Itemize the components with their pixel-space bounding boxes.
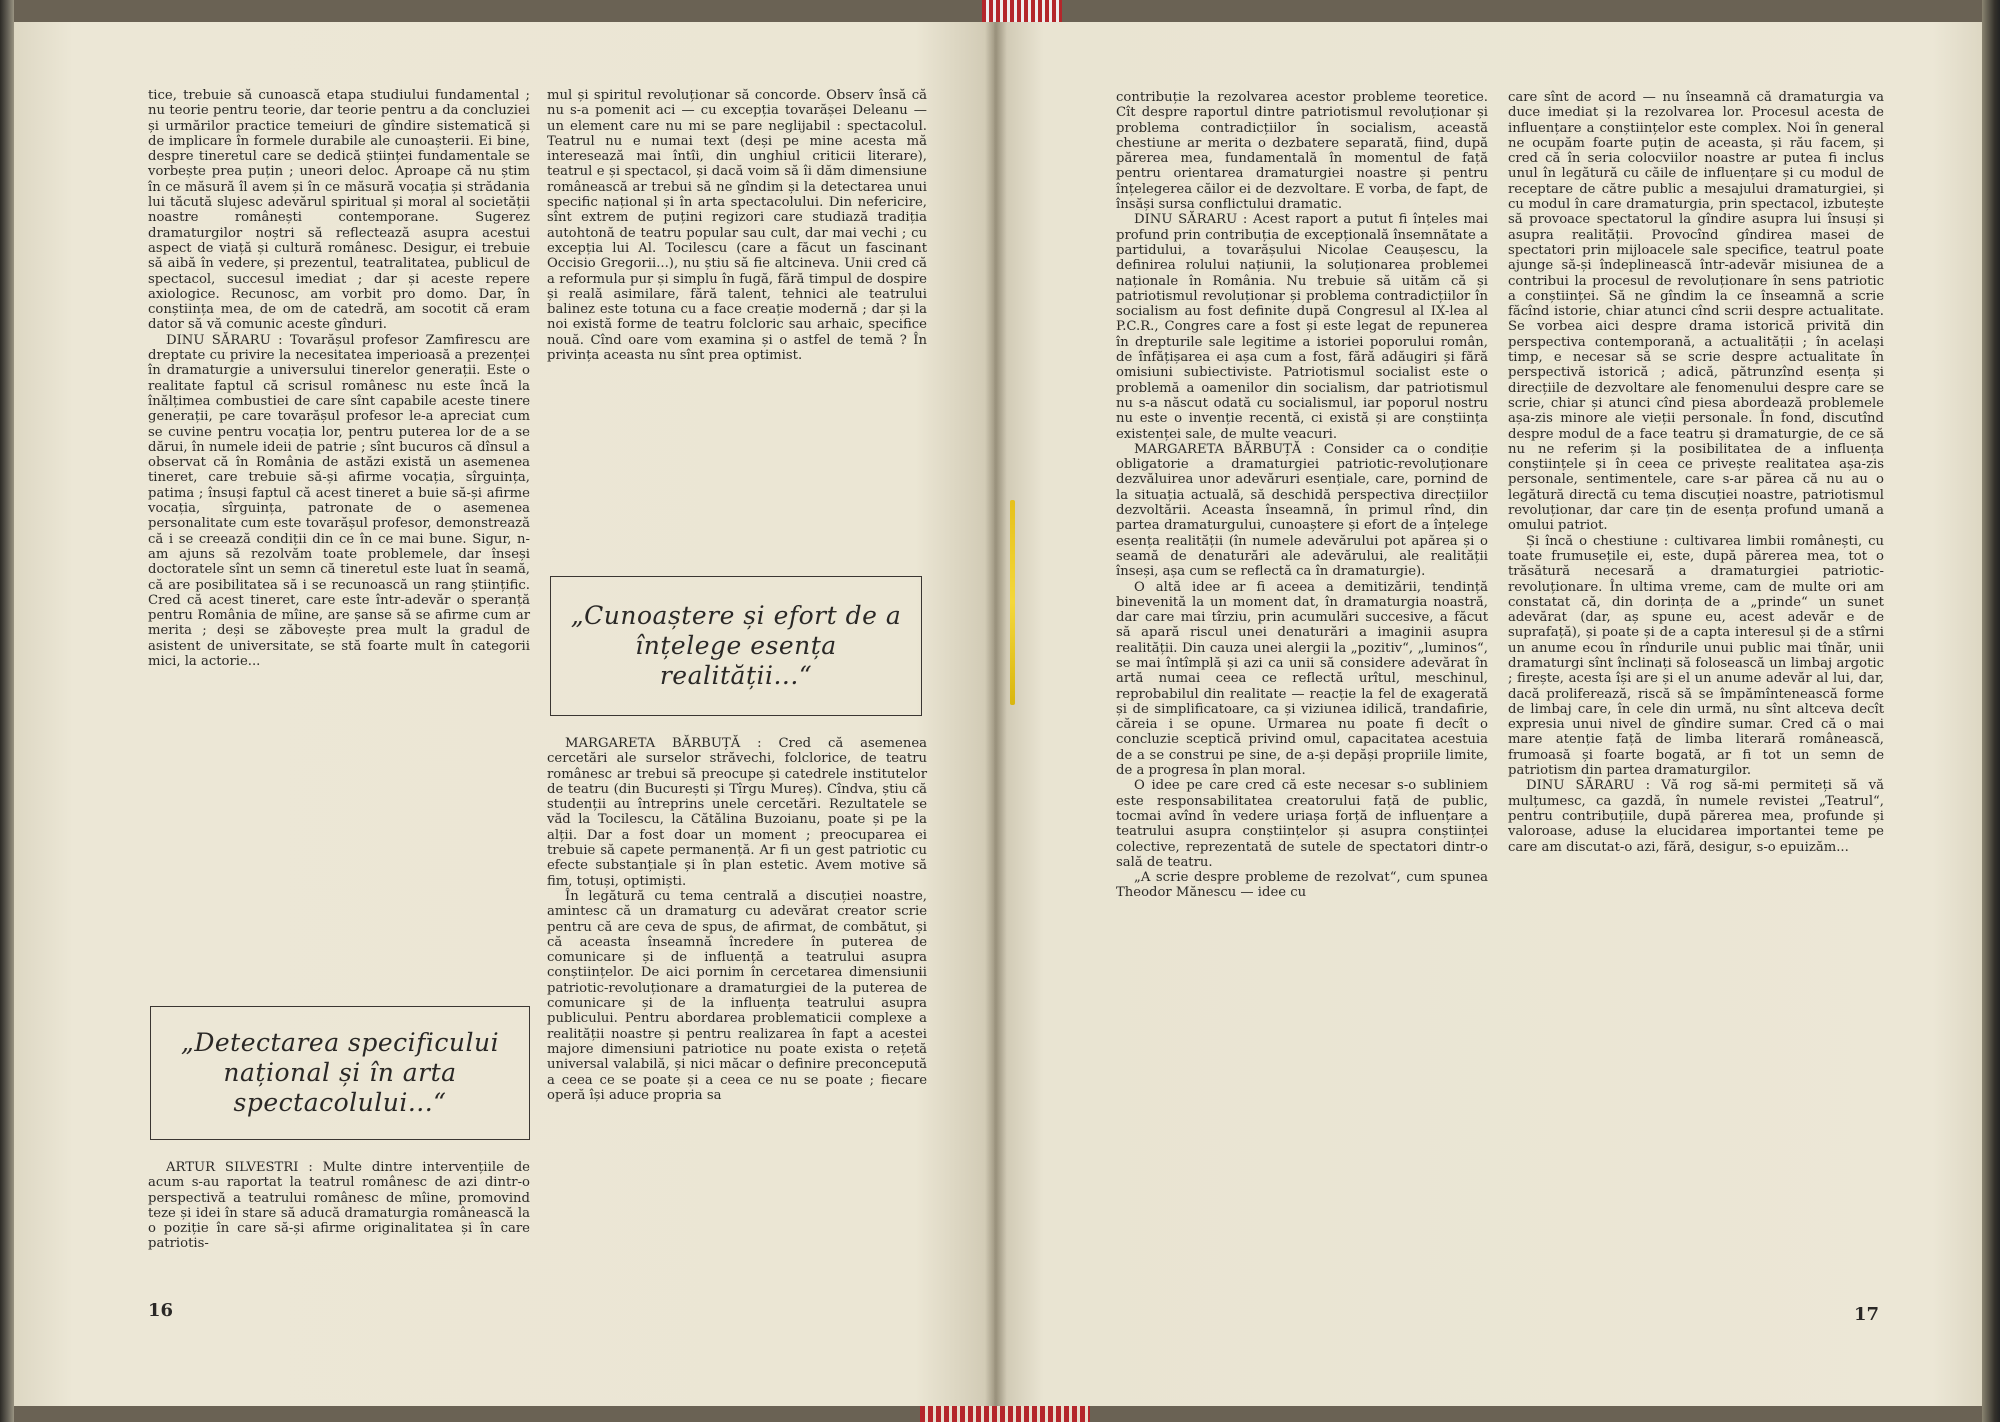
- pull-quote-text: „Cunoaștere și efort de a înțelege esența realității...“: [570, 601, 902, 690]
- page-number-right: 17: [1854, 1304, 1880, 1325]
- pull-quote-box: [150, 1006, 530, 1140]
- paragraph: DINU SĂRARU : Vă rog să-mi permiteți să vă mulțumesc, ca gazdă, în numele revistei „Teatrul“, pentru contribuțiile, după părerea mea, profunde și valoroase, aduse la elucidarea importantei teme pe care am discutat-o azi, fără, desigur, s-o epuizăm...: [1508, 778, 1884, 855]
- page-number-left: 16: [148, 1300, 174, 1321]
- book-binding-right: [1982, 0, 2000, 1422]
- left-column-2: [547, 88, 927, 363]
- paragraph: mul și spiritul revoluționar să concorde. Observ însă că nu s-a pomenit aci — cu excepția tovarășei Deleanu — un element care nu mi se pare neglijabil : spectacolul. Teatrul nu e numai text (deși pe mine acesta mă interesează mai întîi, din unghiul criticii literare), teatrul e și spectacol, și dacă voim să îi dăm dimensiune românească ar trebui să ne gîndim și la detectarea unui specific național și în arta spectacolului. Din nefericire, sînt extrem de puțini regizori care studiază tradiția autohtonă de teatru popular sau cult, dar mai vechi ; cu excepția lui Al. Tocilescu (care a făcut un fascinant Occisio Gregorii...), nu știu să fie altcineva. Unii cred că a reformula pur și simplu în fugă, fără timpul de dospire și reală asimilare, fără talent, tehnici ale teatrului balinez este totuna cu a face creație modernă ; dar și la noi există forme de teatru folcloric sau arhaic, specifice nouă. Cînd oare vom examina și o astfel de temă ? În privința aceasta nu sînt prea optimist.: [547, 88, 927, 364]
- headband-top: [982, 0, 1062, 22]
- paragraph: DINU SĂRARU : Tovarășul profesor Zamfirescu are dreptate cu privire la necesitatea imperioasă a prezenței în dramaturgie a universului tinerelor generații. Este o realitate faptul că scrisul românesc nu este încă la înălțimea combustiei de care sînt capabile aceste tinere generații, pe care tovarășul profesor le-a apreciat cum se cuvine pentru vocația lor, pentru puterea lor de a se dărui, în numele ideii de patrie ; sînt bucuros că dînsul a observat că în România de astăzi există un asemenea tineret, care trebuie să-și afirme vocația, sîrguința, patima ; însuși faptul că acest tineret a buie să-și afirme vocația, sîrguința, patronate de o asemenea personalitate cum este tovarășul profesor, demonstrează că i se creează condiții din ce în ce mai bune. Sigur, n-am ajuns să rezolvăm toate problemele, dar înseși doctoratele sînt un semn că tineretul este luat în seamă, că are posibilitatea să i se recunoască un rang științific. Cred că acest tineret, care este într-adevăr o speranță pentru România de mîine, are șanse să se afirme cum ar merita ; deși se zăbovește prea mult la gradul de asistent de universitate, se stă foarte mult în categorii mici, la actorie...: [148, 332, 530, 669]
- paragraph: care sînt de acord — nu înseamnă că dramaturgia va duce imediat și la rezolvarea lor. Procesul acesta de influențare a conștiințelor este complex. Noi în general ne ocupăm foarte puțin de aceasta, și rău facem, și cred că în seria colocviilor noastre ar putea fi inclus unul în legătură cu căile de influențare și cu modul de receptare de către public a mesajului dramaturgiei, și cu modul în care dramaturgia, prin spectacol, izbutește să provoace spectatorul la gîndire asupra lui însuși și asupra realității. Provocînd gîndirea masei de spectatori prin mijloacele sale specifice, teatrul poate ajunge să-și îndeplinească într-adevăr misiunea de a contribui la procesul de revoluționare în sens patriotic a conștiinței. Să ne gîndim la ce înseamnă a scrie făcînd istorie, chiar atunci cînd scrii despre actualitate. Se vorbea aici despre drama istorică privită din perspectiva contemporană, a actualității ; în același timp, e necesar să se scrie despre actualitate în perspectivă istorică ; adică, pătrunzînd esența și direcțiile de dezvoltare ale fenomenului despre care se scrie, chiar și atunci cînd piesa abordează problemele așa-zis minore ale vieții personale. În fond, discutînd despre modul de a face teatru și dramaturgie, de ce să nu ne referim și la posibilitatea de a influența conștiințele și în ceea ce privește realitatea așa-zis personale, sentimentele, care s-ar părea că nu au o legătură directă cu tema discuției noastre, patriotismul revoluționar, dar care țin de esența profund umană a omului patriot.: [1508, 90, 1884, 534]
- paragraph: tice, trebuie să cunoască etapa studiului fundamental ; nu teorie pentru teorie, dar teorie pentru a da concluziei și urmărilor practice temeiuri de gîndire sistematică și de implicare în formele durabile ale cunoașterii. Ei bine, despre tineretul care se dedică științei fundamentale se vorbește prea puțin ; uneori deloc. Aproape că nu știm în ce măsură îl avem și în ce măsură vocația și strădania lui tăcută slujesc adevărul spiritual și moral al societății noastre românești contemporane. Sugerez dramaturgilor noștri să reflectează asupra acestui aspect de viață și cultură românesc. Desigur, ei trebuie să aibă în vedere, și prezentul, teatralitatea, publicul de spectacol, succesul imediat ; dar și aceste repere axiologice. Recunosc, am vorbit pro domo. Dar, în conștiința mea, de om de catedră, am socotit că eram dator să vă comunic aceste gînduri.: [148, 88, 530, 333]
- page-gutter: [985, 22, 1007, 1406]
- book-binding-left: [0, 0, 14, 1422]
- paragraph: În legătură cu tema centrală a discuției noastre, amintesc că un dramaturg cu adevărat creator scrie pentru că are ceva de spus, de afirmat, de combătut, și că aceasta înseamnă încredere în puterea de comunicare și de influență a teatrului asupra conștiințelor. De aici pornim în cercetarea dimensiunii patriotic-revoluționare a dramaturgiei de la puterea de comunicare și de la influența teatrului asupra publicului. Pentru abordarea problematicii complexe a realității noastre și pentru realizarea în fapt a acestei majore dimensiuni patriotice nu poate exista o rețetă universal valabilă, și nici măcar o definire preconcepută a ceea ce se poate și a ceea ce nu se poate ; fiecare operă își aduce propria sa: [547, 888, 927, 1103]
- left-column-1: [148, 88, 530, 669]
- paragraph: ARTUR SILVESTRI : Multe dintre intervențiile de acum s-au raportat la teatrul românesc de azi dintr-o perspectivă a teatrului românesc de mîine, promovind teze și idei în stare să aducă dramaturgia românească la o poziție în care să-și afirme originalitatea și în care patriotis-: [148, 1160, 530, 1252]
- paragraph: MARGARETA BĂRBUȚĂ : Consider ca o condiție obligatorie a dramaturgiei patriotic-revoluționare dezvăluirea unor adevăruri esențiale, care, pornind de la situația actuală, să deschidă perspectiva direcțiilor dezvoltării. Aceasta înseamnă, în primul rînd, din partea dramaturgului, cunoaștere și efort de a înțelege esența realității (în numele adevărului pot apărea și o seamă de denaturări ale adevărului, ale realității înseși, așa cum se reflectă ca în dramaturgie).: [1116, 441, 1488, 580]
- paragraph: MARGARETA BĂRBUȚĂ : Cred că asemenea cercetări ale surselor străvechi, folclorice, de teatru românesc ar trebui să preocupe și catedrele institutelor de teatru (din București și Tîrgu Mureș). Cîndva, știu că studenții au întreprins unele cercetări. Rezultatele se văd la Tocilescu, la Cătălina Buzoianu, poate și pe la alții. Dar a fost doar un moment ; preocuparea ei trebuie să capete permanență. Ar fi un gest patriotic cu efecte substanțiale și în plan estetic. Avem motive să fim, totuși, optimiști.: [547, 736, 927, 889]
- left-column-2-bottom: [547, 736, 927, 1103]
- paragraph: O altă idee ar fi aceea a demitizării, tendință binevenită la un moment dat, în dramaturgia noastră, dar care mai tîrziu, prin acumulări succesive, a făcut să apară riscul unei denaturări a imaginii asupra realității. Din cauza unei alergii la „pozitiv“, „luminos“, se mai întîmplă și azi ca unii să considere adevărat în artă numai ceea ce reflectă urîtul, meschinul, reprobabilul din realitate — reacție la fel de exagerată și de simplificatoare, ca și viziunea idilică, trandafirie, căreia i se opune. Urmarea nu poate fi decît o concluzie sceptică privind omul, capacitatea acestuia de a se construi pe sine, de a-și depăși propriile limite, de a progresa în plan moral.: [1116, 579, 1488, 779]
- left-column-1-bottom: [148, 1160, 530, 1252]
- right-column-2: [1508, 90, 1884, 855]
- paragraph: contribuție la rezolvarea acestor probleme teoretice. Cît despre raportul dintre patriotismul revoluționar și problema contradicțiilor în socialism, această chestiune ar merita o dezbatere separată, fiind, după părerea mea, fundamentală în momentul de față pentru orientarea dramaturgiei noastre și pentru înțelegerea căilor ei de dezvoltare. E vorba, de fapt, de însăși sursa conflictului dramatic.: [1116, 90, 1488, 213]
- bookmark-strip: [1010, 500, 1015, 705]
- headband-bottom: [920, 1406, 1090, 1422]
- pull-quote-text: „Detectarea specificului național și în arta spectacolului...“: [180, 1028, 500, 1117]
- paragraph: „A scrie despre probleme de rezolvat“, cum spunea Theodor Mănescu — idee cu: [1116, 870, 1488, 901]
- right-column-1: [1116, 90, 1488, 901]
- paragraph: O idee pe care cred că este necesar s-o subliniem este responsabilitatea creatorului față de public, tocmai avînd în vedere uriașa forță de influențare a teatrului asupra conștiințelor și asupra conștiinței colective, reprezentată de sutele de spectatori dintr-o sală de teatru.: [1116, 778, 1488, 870]
- pull-quote-box: [550, 576, 922, 716]
- paragraph: DINU SĂRARU : Acest raport a putut fi înțeles mai profund prin contribuția de excepțională însemnătate a partidului, a tovarășului Nicolae Ceaușescu, la definirea rolului națiunii, la soluționarea problemei naționale în România. Nu trebuie să uităm că și patriotismul revoluționar și problema contradicțiilor în socialism au fost definite după Congresul al IX-lea al P.C.R., Congres care a fost și este legat de repunerea în drepturile sale legitime a istoriei poporului român, de înfățișarea ei așa cum a fost, fără adăugiri și fără omisiuni subiectiviste. Patriotismul socialist este o problemă a oamenilor din socialism, dar patriotismul nu s-a născut odată cu socialismul, iar poporul nostru nu este o invenție recentă, ci există și are conștiința existenței sale, de multe veacuri.: [1116, 212, 1488, 442]
- paragraph: Și încă o chestiune : cultivarea limbii românești, cu toate frumusețile ei, este, după părerea mea, tot o trăsătură necesară a dramaturgiei patriotic-revoluționare. În ultima vreme, cam de multe ori am constatat că, din dorința de a „prinde“ un sunet adevărat (dar, aș spune eu, acest adevăr e de suprafață), și poate și de a capta interesul și de a stîrni un anume ecou în rîndurile unui public mai tînăr, unii dramaturgi sînt înclinați să folosească un limbaj argotic ; firește, acesta își are și el un anume adevăr al lui, dar, dacă proliferează, riscă să se împămîntenească forme de limbaj care, în cele din urmă, nu sînt altceva decît expresia unui nivel de gîndire sumar. Cred că o mai mare atenție față de limba literară românească, frumoasă și foarte bogată, ar fi tot un semn de patriotism din partea dramaturgilor.: [1508, 533, 1884, 779]
